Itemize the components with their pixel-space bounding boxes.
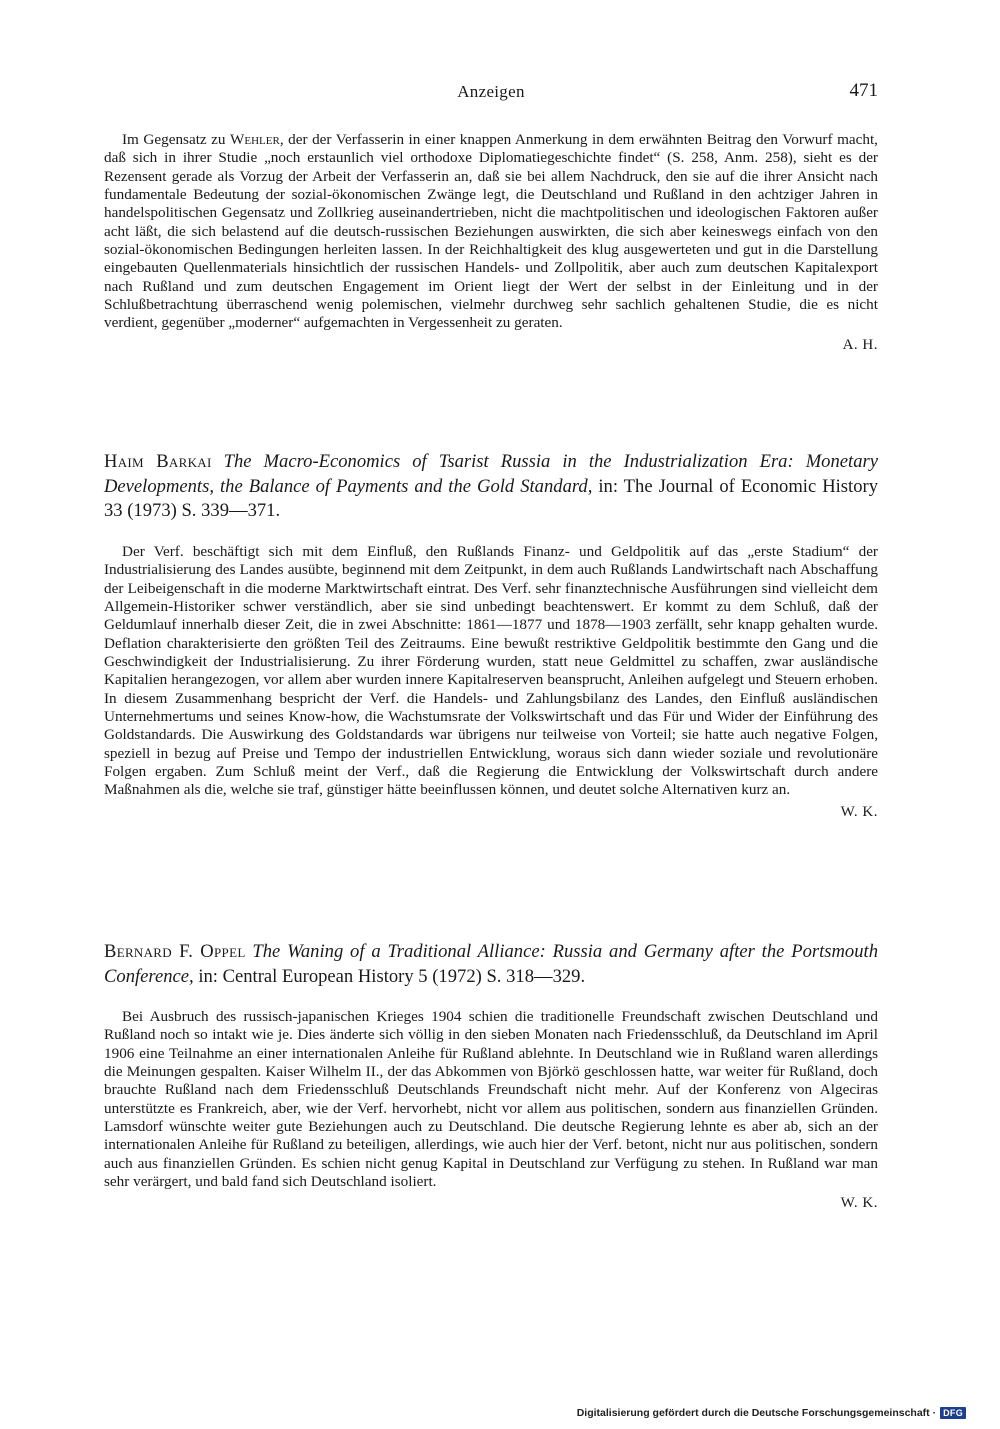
cited-author-name: Wehler <box>230 131 280 148</box>
footer-text: Digitalisierung gefördert durch die Deutsche Forschungsgemeinschaft · <box>576 1407 937 1419</box>
running-header <box>104 78 878 108</box>
entry-title: The Macro-Economics of Tsarist Russia in the Industrialization Era: Monetary Developments, the Balance of Payments and the Gold Standard, <box>104 451 878 497</box>
reviewer-signature: A. H. <box>842 336 878 353</box>
dfg-logo: DFG <box>940 1407 966 1419</box>
digitization-footer <box>577 1407 966 1419</box>
bibliography-entry-barkai <box>104 450 878 524</box>
review-body: Bei Ausbruch des russisch-japanischen Krieges 1904 schien die traditionelle Freundschaft zwischen Deutschland und Rußland noch so intakt wie je. Dies änderte sich völlig in den sieben Monaten nach Friedensschluß, da Deutschland im April 1906 eine Teilnahme an einer internationalen Anleihe für Rußland ablehnte. In Deutschland wie in Rußland waren allerdings die Meinungen gespalten. Kaiser Wilhelm II., der das Abkommen von Björkö geschlossen hatte, war weiter für Rußland, doch brauchte Rußland nach dem Friedensschluß Deutschlands Freundschaft nicht mehr. Auf der Konferenz von Algeciras unterstützte es Frankreich, aber, wie der Verf. hervorhebt, nicht vor allem aus politischen, sondern aus finanziellen Gründen. Lamsdorf wünschte weiter gute Beziehungen auch zu Deutschland. Die deutsche Regierung lehnte es aber ab, sich an der internationalen Anleihe für Rußland zu beteiligen, allerdings, wie auch hier der Verf. betont, nicht nur aus politischen, sondern auch aus finanziellen Gründen. Es schien nicht genug Kapital in Deutschland zur Verfügung zu stehen. In Rußland war man sehr verärgert, und bald fand sich Deutschland isoliert. <box>104 1008 878 1191</box>
page-number: 471 <box>849 80 878 101</box>
entry-author: Haim Barkai <box>104 451 212 472</box>
entry-author: Bernard F. Oppel <box>104 941 246 962</box>
review-oppel <box>104 1008 878 1212</box>
review-text-before-name: Im Gegensatz zu <box>122 131 231 148</box>
review-body: Der Verf. beschäftigt sich mit dem Einfluß, den Rußlands Finanz- und Geldpolitik auf das „erste Stadium“ der Industrialisierung des Landes ausübte, beginnend mit dem Zeitpunkt, in dem auch Rußlands Landwirtschaft nach Abschaffung der Leibeigenschaft in die moderne Marktwirtschaft eintrat. Des Verf. sehr finanztechnische Ausführungen sind vielleicht dem Allgemein-Historiker schwer verständlich, aber sie sind unbedingt beachtenswert. Er kommt zu dem Schluß, daß der Geldumlauf innerhalb dieser Zeit, die in zwei Abschnitte: 1861—1877 und 1878—1903 zerfällt, sehr knapp gehalten wurde. Deflation charakterisierte den größten Teil des Zeitraums. Eine bewußt restriktive Geldpolitik bestimmte den Gang und die Geschwindigkeit der Industrialisierung. Zu ihrer Förderung wurden, statt neue Geldmittel zu schaffen, zwar ausländische Kapitalien herangezogen, vor allem aber wurden innere Kapitalreserven beansprucht, Anleihen aufgelegt und Steuern erhoben. In diesem Zusammenhang bespricht der Verf. die Handels- und Zahlungsbilanz des Landes, den Einfluß ausländischen Unternehmertums und seines Know-how, die Wachstumsrate der Volkswirtschaft und das Für und Wider der Einführung des Goldstandards. Die Auswirkung des Goldstandards war übrigens nur teilweise von Vorteil; sie hatte auch negative Folgen, speziell in bezug auf Preise und Tempo der industriellen Entwicklung, woraus sich dann wieder soziale und revolutionäre Folgen ergaben. Zum Schluß meint der Verf., daß die Regierung die Entwicklung der Volkswirtschaft durch andere Maßnahmen als die, welche sie traf, günstiger hätte beeinflussen können, und deutet solche Alternativen kurz an. <box>104 543 878 799</box>
running-title: Anzeigen <box>457 82 525 101</box>
entry-source: in: Central European History 5 (1972) S. 318—329. <box>193 965 586 987</box>
entry-heading <box>104 940 878 989</box>
review-text-after-name: , der der Verfasserin in einer knappen Anmerkung in dem erwähnten Beitrag den Vorwurf macht, daß sich in ihrer Studie „noch erstaunlich viel orthodoxe Diplomatiegeschichte findet“ (S. 258, Anm. 258), sieht es der Rezensent gerade als Vorzug der Arbeit der Verfasserin an, daß sie bei allem Nachdruck, den sie auf die ihrer Ansicht nach fundamentale Bedeutung der sozial-ökonomischen Zwänge legt, die Deutschland und Rußland in den achtziger Jahren in handelspolitischen Gegensatz und Zollkrieg auseinandertrieben, nicht die machtpolitischen und ideologischen Faktoren außer acht läßt, die sich belastend auf die deutsch-russischen Beziehungen auswirkten, die sich aber keineswegs einfach von den sozial-ökonomischen Bedingungen herleiten lassen. In der Reichhaltigkeit des klug ausgewerteten und gut in die Darstellung eingebauten Quellenmaterials hinsichtlich der russischen Handels- und Zollpolitik, aber auch zum deutschen Kapitalexport nach Rußland und zum deutschen Engagement im Orient liegt der Wert der selbst in der Einleitung und in der Schlußbetrachtung überraschend wenig polemischen, vielmehr durchweg sehr sachlich gehaltenen Studie, die es nicht verdient, gegenüber „moderner“ aufgemachten in Vergessenheit zu geraten. <box>104 131 878 332</box>
reviewer-signature: W. K. <box>840 803 878 820</box>
entry-title: The Waning of a Traditional Alliance: Russia and Germany after the Portsmouth Conference, <box>104 941 878 987</box>
review-barkai <box>104 543 878 821</box>
bibliography-entry-oppel <box>104 940 878 989</box>
reviewer-signature: W. K. <box>840 1195 878 1212</box>
entry-heading <box>104 450 878 524</box>
review-continuation-text <box>104 131 878 333</box>
entry-source: in: The Journal of Economic History 33 (1973) S. 339—371. <box>104 475 878 521</box>
review-continuation <box>104 131 878 354</box>
